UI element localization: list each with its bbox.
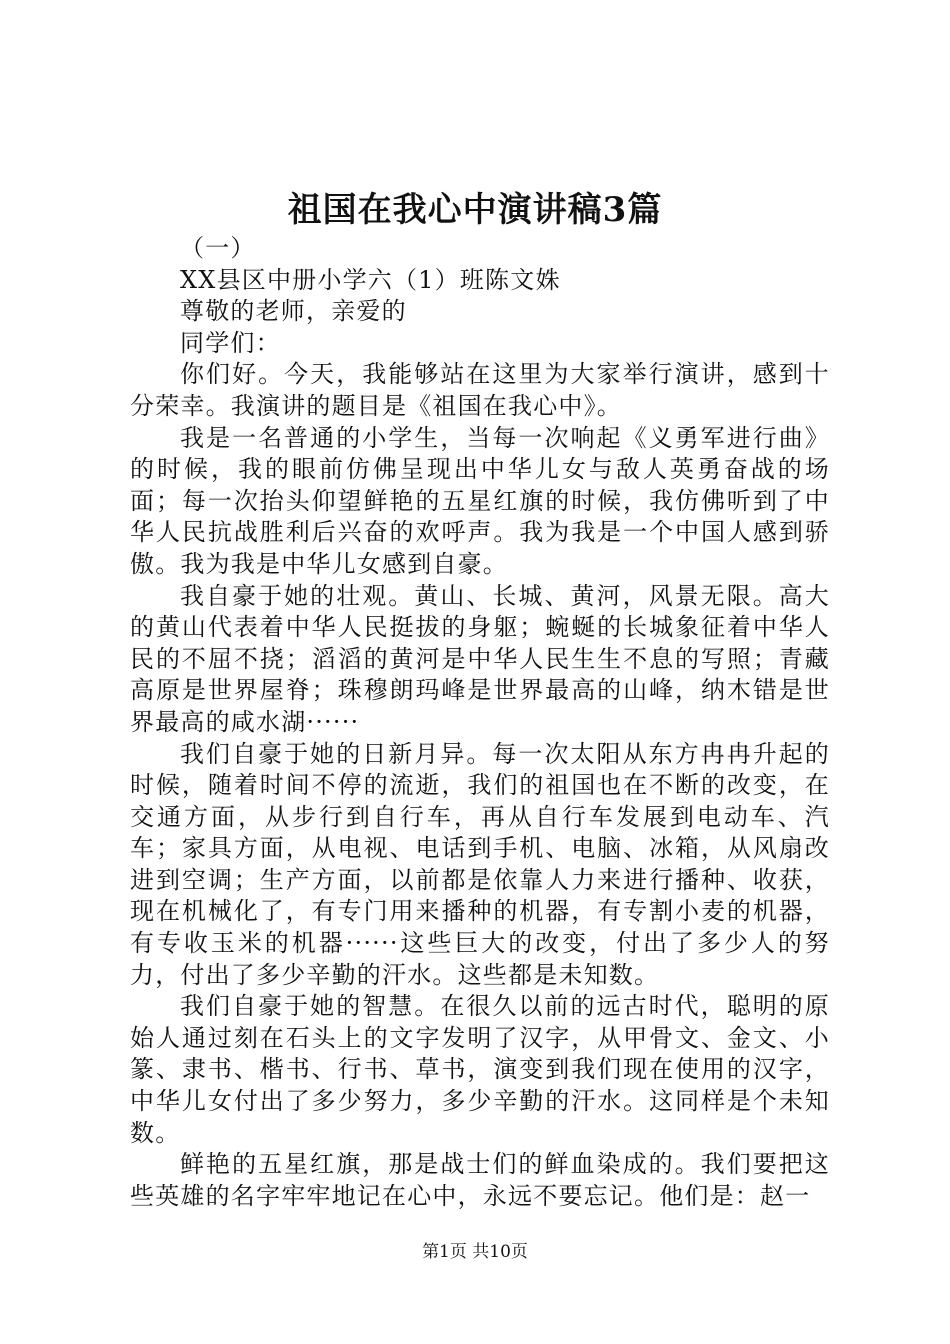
author-byline: XX县区中册小学六（1）班陈文姝: [180, 265, 561, 294]
paragraph-wisdom: 我们自豪于她的智慧。在很久以前的远古时代，聪明的原始人通过刻在石头上的文字发明了汉字，从甲骨文、金文、小篆、隶书、楷书、行书、草书，演变到我们现在使用的汉字，中华儿女付出了多少努力，多少辛勤的汗水。这同样是个未知数。: [130, 992, 830, 1147]
paragraph-landscape: 我自豪于她的壮观。黄山、长城、黄河，风景无限。高大的黄山代表着中华人民挺拔的身躯；蜿蜒的长城象征着中华人民的不屈不挠；滔滔的黄河是中华人民生生不息的写照；青藏高原是世界屋脊；珠穆朗玛峰是世界最高的山峰，纳木错是世界最高的咸水湖······: [130, 581, 830, 736]
paragraph-flag: 鲜艳的五星红旗，那是战士们的鲜血染成的。我们要把这些英雄的名字牢牢地记在心中，永远不要忘记。他们是：赵一: [130, 1150, 830, 1210]
salutation-line-1: 尊敬的老师，亲爱的: [180, 297, 407, 326]
paragraph-anthem: 我是一名普通的小学生，当每一次响起《义勇军进行曲》的时候，我的眼前仿佛呈现出中华儿女与敌人英勇奋战的场面；每一次抬头仰望鲜艳的五星红旗的时候，我仿佛听到了中华人民抗战胜利后兴奋的欢呼声。我为我是一个中国人感到骄傲。我为我是中华儿女感到自豪。: [130, 423, 830, 578]
document-title: 祖国在我心中演讲稿3篇: [287, 190, 663, 230]
section-marker: （一）: [180, 234, 256, 262]
salutation-line-2: 同学们：: [180, 328, 281, 357]
paragraph-development: 我们自豪于她的日新月异。每一次太阳从东方冉冉升起的时候，随着时间不停的流逝，我们的祖国也在不断的改变，在交通方面，从步行到自行车，再从自行车发展到电动车、汽车；家具方面，从电视、电话到手机、电脑、冰箱，从风扇改进到空调；生产方面，以前都是依靠人力来进行播种、收获，现在机械化了，有专门用来播种的机器，有专割小麦的机器，有专收玉米的机器······这些巨大的改变，付出了多少人的努力，付出了多少辛勤的汗水。这些都是未知数。: [130, 739, 830, 989]
paragraph-greeting: 你们好。今天，我能够站在这里为大家举行演讲，感到十分荣幸。我演讲的题目是《祖国在我心中》。: [130, 360, 830, 420]
document-body: [130, 233, 830, 1212]
page-number-footer: 第1页 共10页: [422, 1242, 528, 1262]
